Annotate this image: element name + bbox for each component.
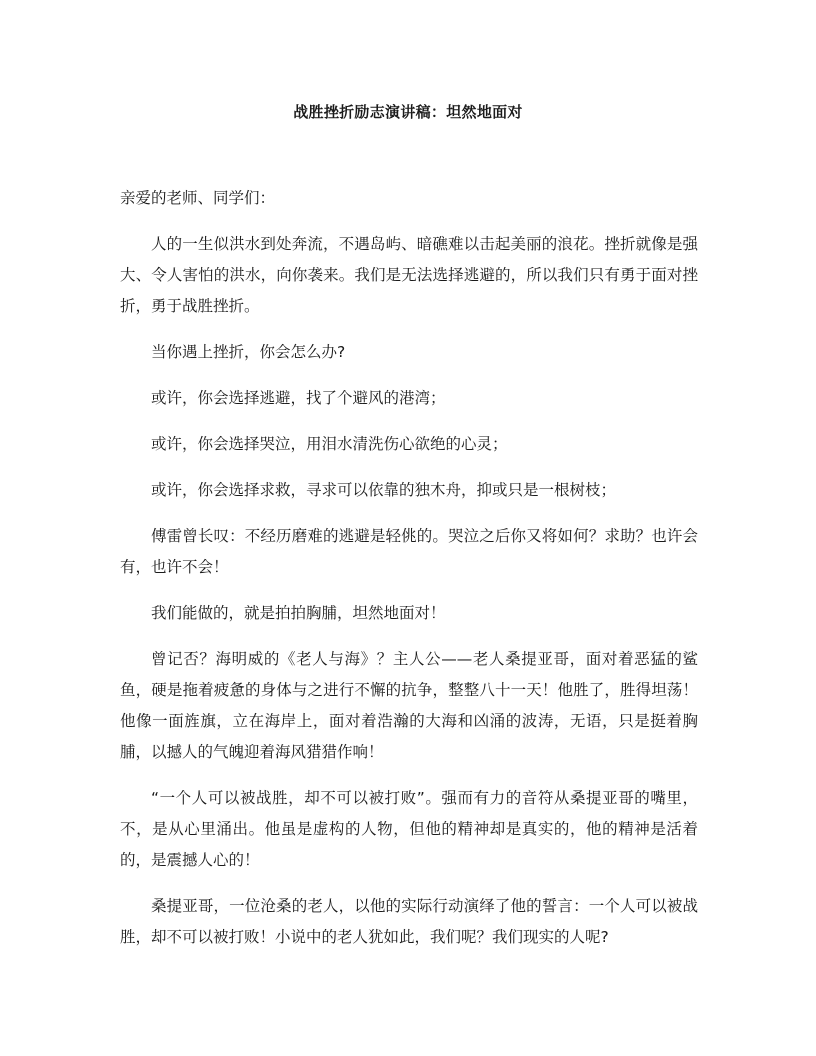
paragraph: 或许，你会选择逃避，找了个避风的港湾； — [151, 389, 446, 407]
paragraph: 我们能做的，就是拍拍胸脯，坦然地面对！ — [151, 604, 446, 622]
paragraph: 人的一生似洪水到处奔流，不遇岛屿、暗礁难以击起美丽的浪花。挫折就像是强大、令人害怕的洪水，向你袭来。我们是无法选择逃避的，所以我们只有勇于面对挫折，勇于战胜挫折。 — [120, 235, 698, 315]
greeting: 亲爱的老师、同学们： — [120, 189, 276, 207]
paragraph: “一个人可以被战胜，却不可以被打败”。强而有力的音符从桑提亚哥的嘴里，不，是从心里涌出。他虽是虚构的人物，但他的精神却是真实的，他的精神是活着的，是震撼人心的！ — [120, 789, 698, 869]
document-body — [120, 183, 698, 968]
paragraph: 傅雷曾长叹：不经历磨难的逃避是轻佻的。哭泣之后你又将如何？求助？也许会有，也许不会！ — [120, 527, 698, 576]
paragraph: 或许，你会选择求救，寻求可以依靠的独木舟，抑或只是一根树枝； — [151, 481, 617, 499]
paragraph: 或许，你会选择哭泣，用泪水清洗伤心欲绝的心灵； — [151, 435, 508, 453]
paragraph: 当你遇上挫折，你会怎么办? — [151, 343, 346, 361]
paragraph: 曾记否？海明威的《老人与海》？主人公——老人桑提亚哥，面对着恶猛的鲨鱼，硬是拖着疲惫的身体与之进行不懈的抗争，整整八十一天！他胜了，胜得坦荡！他像一面旌旗，立在海岸上，面对着浩瀚的大海和凶涌的波涛，无语，只是挺着胸脯，以撼人的气魄迎着海风猎猎作响！ — [120, 650, 698, 761]
document-title: 战胜挫折励志演讲稿：坦然地面对 — [293, 103, 523, 121]
paragraph: 桑提亚哥，一位沧桑的老人，以他的实际行动演绎了他的誓言：一个人可以被战胜，却不可以被打败！小说中的老人犹如此，我们呢？我们现实的人呢? — [120, 897, 698, 946]
